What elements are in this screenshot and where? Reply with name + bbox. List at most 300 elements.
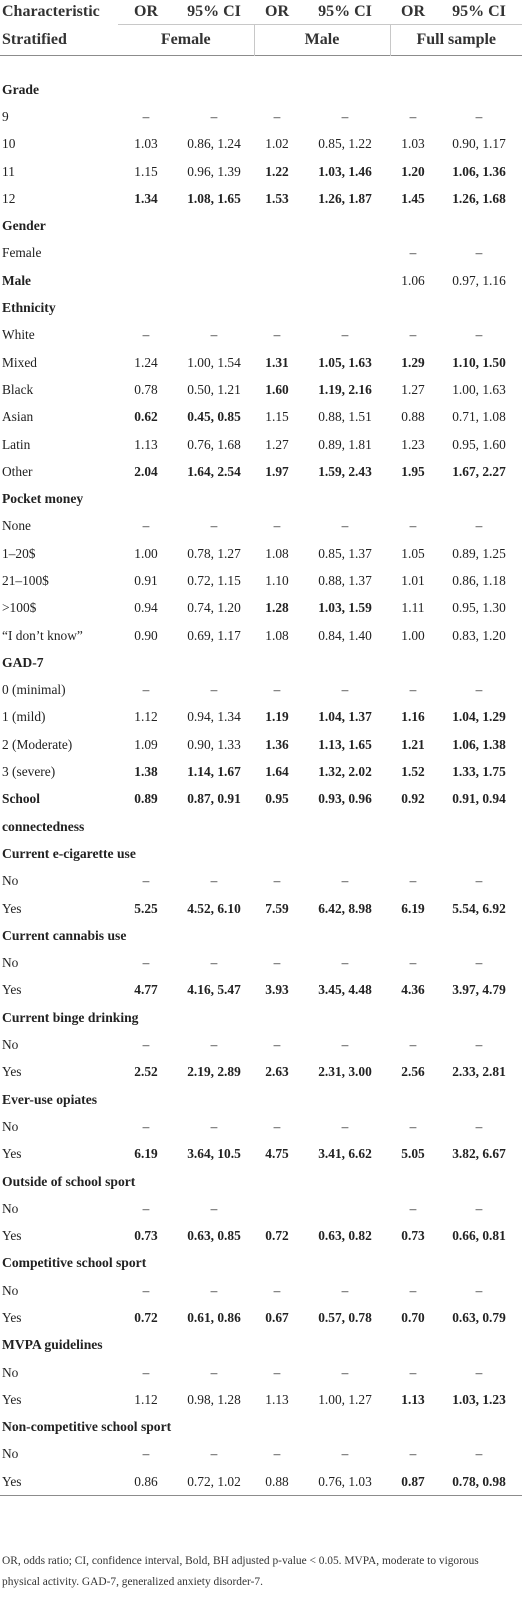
- section-label: Current binge drinking: [2, 1009, 139, 1025]
- ci-cell: 0.72, 1.02: [174, 1468, 254, 1496]
- ci-cell: –: [210, 1118, 218, 1134]
- or-cell: –: [273, 1282, 281, 1298]
- or-cell: 0.94: [134, 600, 158, 616]
- ci-cell: 1.19, 2.16: [318, 381, 372, 397]
- or-cell: [118, 267, 174, 294]
- section-row-grade: [0, 76, 522, 103]
- ci-cell: 2.19, 2.89: [187, 1064, 241, 1080]
- or-cell: –: [409, 1282, 417, 1298]
- table-row-12: [0, 185, 522, 212]
- row-label: 12: [2, 190, 16, 206]
- row-label: 2 (Moderate): [2, 736, 73, 752]
- table-row-3-severe: [0, 758, 522, 785]
- ci-cell: 1.32, 2.02: [318, 764, 372, 780]
- or-cell: 0.86: [118, 1468, 174, 1496]
- ci-cell: –: [341, 955, 349, 971]
- or-cell: –: [273, 955, 281, 971]
- or-cell: –: [409, 873, 417, 889]
- or-cell: 0.88: [254, 1468, 300, 1496]
- or-cell: [254, 240, 300, 267]
- or-cell: 0.67: [265, 1310, 289, 1325]
- or-cell: 0.95: [265, 791, 289, 807]
- or-cell: 1.95: [401, 463, 425, 479]
- ci-cell: 3.64, 10.5: [187, 1146, 241, 1162]
- ci-cell: –: [210, 1200, 218, 1216]
- or-cell: –: [273, 108, 281, 124]
- or-cell: 1.01: [401, 572, 425, 588]
- ci-cell: 1.03, 1.23: [452, 1391, 506, 1407]
- or-cell: –: [273, 1118, 281, 1134]
- row-label: No: [2, 1282, 19, 1298]
- table-row-female: [0, 240, 522, 267]
- header-female-ci: 95% CI: [187, 3, 241, 20]
- row-label: Male: [2, 272, 31, 288]
- section-label: connectedness: [2, 818, 85, 834]
- row-label: School: [2, 791, 40, 807]
- or-cell: 1.28: [265, 600, 289, 616]
- ci-cell: 0.76, 1.03: [300, 1468, 390, 1496]
- ci-cell: –: [475, 1037, 483, 1053]
- or-cell: 1.64: [265, 764, 289, 780]
- or-cell: 1.05: [401, 545, 425, 561]
- ci-cell: –: [341, 682, 349, 698]
- or-cell: 1.21: [401, 736, 425, 752]
- row-label: Yes: [2, 1228, 22, 1244]
- table-row-no: [0, 1113, 522, 1140]
- ci-cell: –: [341, 518, 349, 534]
- or-cell: –: [409, 1037, 417, 1053]
- row-label: No: [2, 1118, 19, 1134]
- ci-cell: 0.88, 1.37: [318, 572, 372, 588]
- or-cell: 0.78: [134, 381, 158, 397]
- ci-cell: 0.86, 1.18: [452, 572, 506, 588]
- or-cell: –: [142, 1364, 150, 1380]
- or-cell: 1.10: [265, 572, 289, 588]
- table-row-9: [0, 103, 522, 130]
- table-row-mixed: [0, 349, 522, 376]
- or-cell: 2.56: [401, 1064, 425, 1080]
- or-cell: 0.72: [265, 1228, 289, 1244]
- header-female-or: OR: [134, 3, 158, 20]
- or-cell: –: [142, 1282, 150, 1298]
- ci-cell: 0.88, 1.51: [318, 409, 372, 425]
- header-group-female: Female: [118, 25, 254, 56]
- row-label: Black: [2, 381, 34, 397]
- header-full-ci: 95% CI: [452, 3, 506, 20]
- or-cell: 0.90: [134, 627, 158, 643]
- ci-cell: –: [475, 1282, 483, 1298]
- row-label: No: [2, 1200, 19, 1216]
- or-cell: 0.70: [401, 1310, 425, 1325]
- row-label: Other: [2, 463, 33, 479]
- ci-cell: –: [341, 1282, 349, 1298]
- ci-cell: 0.45, 0.85: [187, 409, 241, 425]
- section-label: Current e-cigarette use: [2, 845, 136, 861]
- ci-cell: 0.50, 1.21: [187, 381, 241, 397]
- or-cell: –: [142, 108, 150, 124]
- or-cell: 1.11: [401, 600, 425, 616]
- ci-cell: 1.26, 1.68: [452, 190, 506, 206]
- or-cell: 0.89: [134, 791, 158, 807]
- table-row-no: [0, 1031, 522, 1058]
- or-cell: 1.22: [265, 163, 289, 179]
- section-row-current-e-cigarette-use: [0, 840, 522, 867]
- or-cell: 1.27: [401, 381, 425, 397]
- ci-cell: 0.66, 0.81: [452, 1228, 506, 1244]
- ci-cell: 0.87, 0.91: [187, 791, 241, 807]
- or-cell: –: [142, 873, 150, 889]
- ci-cell: –: [475, 108, 483, 124]
- or-cell: –: [409, 682, 417, 698]
- ci-cell: –: [475, 682, 483, 698]
- or-cell: 5.25: [134, 900, 158, 916]
- ci-cell: 1.05, 1.63: [318, 354, 372, 370]
- table-row-yes: [0, 977, 522, 1004]
- or-cell: 1.34: [134, 190, 158, 206]
- ci-cell: 0.83, 1.20: [452, 627, 506, 643]
- section-row-pocket-money: [0, 485, 522, 512]
- section-label: Ever-use opiates: [2, 1091, 98, 1107]
- or-cell: –: [409, 518, 417, 534]
- section-row-current-cannabis-use: [0, 922, 522, 949]
- ci-cell: 1.59, 2.43: [318, 463, 372, 479]
- ci-cell: –: [475, 1446, 483, 1462]
- ci-cell: 1.67, 2.27: [452, 463, 506, 479]
- section-label: MVPA guidelines: [2, 1337, 103, 1353]
- ci-cell: [174, 240, 254, 267]
- header-group-male: Male: [254, 25, 390, 56]
- row-label: “I don’t know”: [2, 627, 83, 643]
- or-cell: –: [142, 682, 150, 698]
- ci-cell: 1.10, 1.50: [452, 354, 506, 370]
- ci-cell: 3.82, 6.67: [452, 1146, 506, 1162]
- ci-cell: –: [210, 873, 218, 889]
- ci-cell: –: [341, 1037, 349, 1053]
- section-label: Outside of school sport: [2, 1173, 136, 1189]
- ci-cell: –: [475, 955, 483, 971]
- table-row-1-mild: [0, 704, 522, 731]
- row-label: Yes: [2, 1146, 22, 1162]
- or-cell: 1.08: [265, 545, 289, 561]
- ci-cell: [300, 240, 390, 267]
- ci-cell: 0.78, 1.27: [187, 545, 241, 561]
- or-cell: 4.77: [134, 982, 158, 998]
- or-cell: 1.09: [134, 736, 158, 752]
- row-label: Mixed: [2, 354, 37, 370]
- ci-cell: 0.74, 1.20: [187, 600, 241, 616]
- or-cell: 1.12: [134, 1391, 158, 1407]
- ci-cell: –: [210, 1364, 218, 1380]
- or-cell: 0.62: [134, 409, 158, 425]
- ci-cell: –: [210, 327, 218, 343]
- table-row-no: [0, 1441, 522, 1468]
- section-label: Grade: [2, 81, 39, 97]
- ci-cell: –: [475, 518, 483, 534]
- section-row-gender: [0, 212, 522, 239]
- or-cell: –: [273, 873, 281, 889]
- or-cell: 1.15: [134, 163, 158, 179]
- ci-cell: 0.93, 0.96: [318, 791, 372, 807]
- table-row-yes: [0, 1386, 522, 1413]
- ci-cell: –: [475, 873, 483, 889]
- ci-cell: –: [341, 327, 349, 343]
- table-row-white: [0, 322, 522, 349]
- ci-cell: 1.64, 2.54: [187, 463, 241, 479]
- table-row-no: [0, 1195, 522, 1222]
- table-row-1-20: [0, 540, 522, 567]
- or-cell: 1.15: [265, 409, 289, 425]
- or-cell: –: [142, 955, 150, 971]
- ci-cell: 1.04, 1.29: [452, 709, 506, 725]
- table-row-no: [0, 950, 522, 977]
- or-cell: 1.02: [265, 136, 289, 152]
- row-label: No: [2, 1446, 19, 1462]
- row-label: Yes: [2, 1064, 22, 1080]
- table-body: [0, 56, 522, 1496]
- ci-cell: 0.95, 1.60: [452, 436, 506, 452]
- row-label: None: [2, 518, 32, 534]
- or-cell: –: [409, 1200, 417, 1216]
- table-row-school: [0, 786, 522, 813]
- or-cell: [254, 267, 300, 294]
- or-cell: 1.12: [134, 709, 158, 725]
- or-cell: 5.05: [401, 1146, 425, 1162]
- or-cell: 1.97: [265, 463, 289, 479]
- section-row-mvpa-guidelines: [0, 1332, 522, 1359]
- ci-cell: 0.90, 1.33: [187, 736, 241, 752]
- ci-cell: 0.97, 1.16: [452, 272, 506, 288]
- ci-cell: 1.08, 1.65: [187, 190, 241, 206]
- row-label: No: [2, 873, 19, 889]
- section-row-connectedness: [0, 813, 522, 840]
- or-cell: 7.59: [265, 900, 289, 916]
- table-row-i-don-t-know: [0, 622, 522, 649]
- ci-cell: 1.03, 1.46: [318, 163, 372, 179]
- or-cell: 1.13: [265, 1391, 289, 1407]
- or-cell: –: [409, 327, 417, 343]
- header-characteristic: Characteristic: [2, 3, 100, 21]
- row-label: No: [2, 955, 19, 971]
- or-cell: 0.87: [390, 1468, 436, 1496]
- row-label: Yes: [2, 982, 22, 998]
- table-row-latin: [0, 431, 522, 458]
- header-full-or: OR: [401, 3, 425, 20]
- or-cell: 6.19: [134, 1146, 158, 1162]
- ci-cell: 0.85, 1.22: [318, 136, 372, 152]
- or-cell: 1.24: [134, 354, 158, 370]
- table-row-2-moderate: [0, 731, 522, 758]
- row-label: >100$: [2, 600, 37, 616]
- ci-cell: 1.03, 1.59: [318, 600, 372, 616]
- ci-cell: –: [341, 1364, 349, 1380]
- row-label: 10: [2, 136, 16, 152]
- or-cell: 1.08: [265, 627, 289, 643]
- table-row-21-100: [0, 567, 522, 594]
- ci-cell: 0.89, 1.81: [318, 436, 372, 452]
- ci-cell: 2.31, 3.00: [318, 1064, 372, 1080]
- row-label: 21–100$: [2, 572, 49, 588]
- ci-cell: 1.06, 1.38: [452, 736, 506, 752]
- or-cell: 1.45: [401, 190, 425, 206]
- section-label: Pocket money: [2, 491, 84, 507]
- or-cell: 1.20: [401, 163, 425, 179]
- table-row-11: [0, 158, 522, 185]
- section-row-ever-use-opiates: [0, 1086, 522, 1113]
- row-label: 0 (minimal): [2, 682, 66, 698]
- ci-cell: 0.72, 1.15: [187, 572, 241, 588]
- ci-cell: 3.97, 4.79: [452, 982, 506, 998]
- or-cell: 0.72: [134, 1310, 158, 1325]
- ci-cell: 1.26, 1.87: [318, 190, 372, 206]
- or-cell: –: [409, 1364, 417, 1380]
- or-cell: 1.03: [401, 136, 425, 152]
- row-label: Yes: [2, 1310, 22, 1325]
- or-cell: 1.38: [134, 764, 158, 780]
- table-row-0-minimal: [0, 677, 522, 704]
- or-cell: 0.92: [401, 791, 425, 807]
- section-label: Competitive school sport: [2, 1255, 147, 1271]
- ci-cell: 0.63, 0.82: [318, 1228, 372, 1244]
- or-cell: 1.52: [401, 764, 425, 780]
- ci-cell: [300, 267, 390, 294]
- ci-cell: 0.89, 1.25: [452, 545, 506, 561]
- or-cell: –: [273, 518, 281, 534]
- ci-cell: 3.45, 4.48: [318, 982, 372, 998]
- or-cell: 0.73: [134, 1228, 158, 1244]
- section-row-outside-of-school-sport: [0, 1168, 522, 1195]
- header-group-full-sample: Full sample: [390, 25, 522, 56]
- or-cell: 1.16: [401, 709, 425, 725]
- ci-cell: 0.98, 1.28: [187, 1391, 241, 1407]
- or-cell: –: [409, 108, 417, 124]
- row-label: 3 (severe): [2, 764, 56, 780]
- or-cell: 1.00: [401, 627, 425, 643]
- table-row-no: [0, 1359, 522, 1386]
- or-cell: 1.53: [265, 190, 289, 206]
- or-cell: 2.63: [265, 1064, 289, 1080]
- section-row-current-binge-drinking: [0, 1004, 522, 1031]
- or-cell: –: [142, 327, 150, 343]
- ci-cell: –: [210, 1282, 218, 1298]
- or-cell: 0.73: [401, 1228, 425, 1244]
- row-label: 1–20$: [2, 545, 36, 561]
- or-cell: –: [409, 1118, 417, 1134]
- row-label: Yes: [0, 1468, 118, 1496]
- ci-cell: 0.85, 1.37: [318, 545, 372, 561]
- ci-cell: 0.76, 1.68: [187, 436, 241, 452]
- row-label: 1 (mild): [2, 709, 46, 725]
- or-cell: [254, 1195, 300, 1222]
- ci-cell: –: [475, 1200, 483, 1216]
- ci-cell: 0.63, 0.79: [452, 1310, 506, 1325]
- table-row-none: [0, 513, 522, 540]
- or-cell: 1.19: [265, 709, 289, 725]
- or-cell: 0.91: [134, 572, 158, 588]
- row-label: Yes: [2, 1391, 22, 1407]
- or-cell: –: [409, 1446, 417, 1462]
- ci-cell: [300, 1195, 390, 1222]
- or-cell: 1.27: [265, 436, 289, 452]
- section-label: Ethnicity: [2, 300, 56, 316]
- ci-cell: –: [475, 1118, 483, 1134]
- or-cell: 1.29: [401, 354, 425, 370]
- header-male-or: OR: [265, 3, 289, 20]
- section-row-non-competitive-school-sport: [0, 1414, 522, 1441]
- header-row-groups: [0, 25, 522, 56]
- ci-cell: 0.71, 1.08: [452, 409, 506, 425]
- header-male-ci: 95% CI: [318, 3, 372, 20]
- or-cell: –: [142, 1200, 150, 1216]
- or-cell: 1.60: [265, 381, 289, 397]
- ci-cell: –: [210, 1446, 218, 1462]
- row-label: Yes: [2, 900, 22, 916]
- table-row-yes: [0, 895, 522, 922]
- or-cell: 2.04: [134, 463, 158, 479]
- table-footnote: OR, odds ratio; CI, confidence interval, Bold, BH adjusted p-value < 0.05. MVPA, moderate to vigorous physical activity. GAD-7, generalized anxiety disorder-7.: [2, 1555, 479, 1588]
- row-label: No: [2, 1037, 19, 1053]
- table-row-no: [0, 1277, 522, 1304]
- or-cell: 3.93: [265, 982, 289, 998]
- table-row-yes: [0, 1304, 522, 1331]
- or-cell: 1.13: [401, 1391, 425, 1407]
- section-label: Gender: [2, 218, 46, 234]
- header-row-columns: [0, 0, 522, 25]
- section-label: Current cannabis use: [2, 927, 127, 943]
- table-row-yes: [0, 1059, 522, 1086]
- ci-cell: 0.96, 1.39: [187, 163, 241, 179]
- table-row-no: [0, 868, 522, 895]
- ci-cell: –: [210, 1037, 218, 1053]
- header-stratified: Stratified: [2, 30, 67, 48]
- or-cell: –: [409, 955, 417, 971]
- or-cell: 4.75: [265, 1146, 289, 1162]
- ci-cell: –: [210, 108, 218, 124]
- ci-cell: –: [210, 682, 218, 698]
- ci-cell: 0.84, 1.40: [318, 627, 372, 643]
- table-row-yes: [0, 1141, 522, 1168]
- ci-cell: 0.61, 0.86: [187, 1310, 241, 1325]
- section-row-gad-7: [0, 649, 522, 676]
- ci-cell: 4.16, 5.47: [187, 982, 241, 998]
- or-cell: –: [142, 518, 150, 534]
- or-cell: –: [409, 245, 417, 261]
- or-cell: –: [273, 682, 281, 698]
- or-cell: 1.36: [265, 736, 289, 752]
- table-row-yes: [0, 1222, 522, 1249]
- ci-cell: –: [341, 1118, 349, 1134]
- ci-cell: 1.00, 1.54: [187, 354, 241, 370]
- or-cell: –: [273, 1037, 281, 1053]
- or-cell: 1.03: [134, 136, 158, 152]
- or-cell: 6.19: [401, 900, 425, 916]
- ci-cell: [174, 267, 254, 294]
- row-label: 11: [2, 163, 15, 179]
- or-cell: –: [142, 1118, 150, 1134]
- or-cell: –: [142, 1446, 150, 1462]
- ci-cell: –: [341, 873, 349, 889]
- or-cell: –: [273, 1364, 281, 1380]
- table-row-asian: [0, 404, 522, 431]
- ci-cell: –: [210, 518, 218, 534]
- or-cell: –: [273, 327, 281, 343]
- row-label: No: [2, 1364, 19, 1380]
- ci-cell: 2.33, 2.81: [452, 1064, 506, 1080]
- ci-cell: 1.00, 1.27: [318, 1391, 372, 1407]
- ci-cell: 3.41, 6.62: [318, 1146, 372, 1162]
- or-cell: –: [273, 1446, 281, 1462]
- or-cell: 1.00: [134, 545, 158, 561]
- table-row-male: [0, 267, 522, 294]
